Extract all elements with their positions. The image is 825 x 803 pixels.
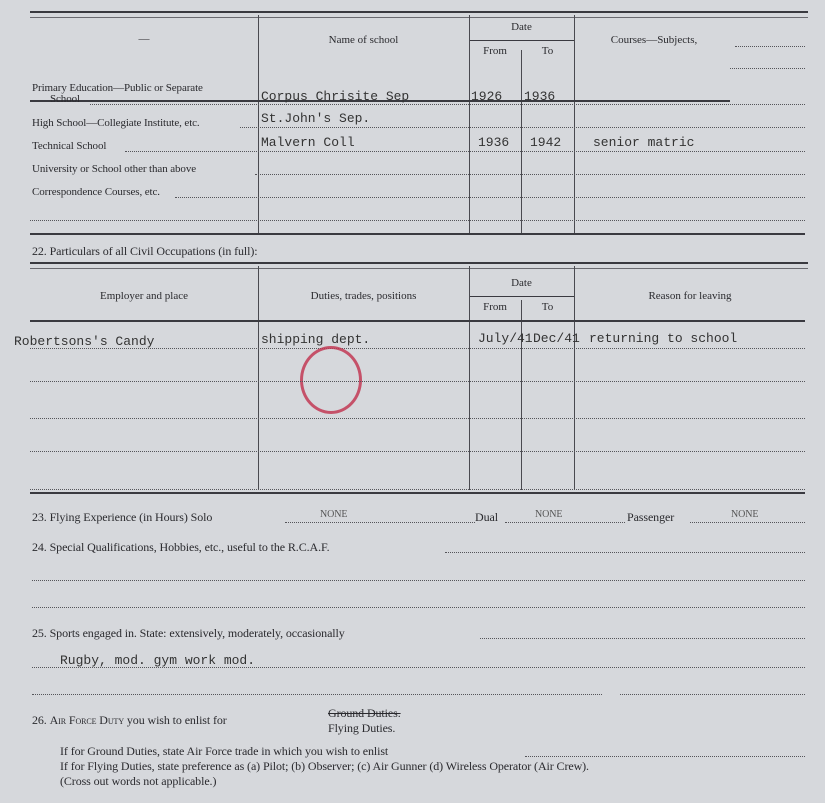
dotted-line [30, 451, 805, 452]
date-to: 1942 [530, 135, 562, 150]
dual-value: NONE [535, 509, 563, 520]
dotted-line [32, 607, 805, 608]
header-rule [30, 320, 805, 322]
dotted-line [285, 522, 475, 523]
passenger-value: NONE [731, 509, 759, 520]
col-divider [521, 50, 522, 233]
dotted-line [90, 104, 805, 105]
school-name: Corpus Chrisite Sep [261, 89, 410, 104]
dotted-line [255, 174, 805, 175]
school-name: St.John's Sep. [261, 111, 371, 126]
dotted-line [30, 220, 805, 221]
flying-duties-option: Flying Duties. [328, 721, 396, 735]
header-employer: Employer and place [100, 290, 188, 302]
dotted-line [735, 46, 805, 47]
occupations-rule [30, 262, 808, 269]
date-to: Dec/41 [533, 331, 580, 346]
reason: returning to school [589, 331, 738, 346]
dotted-line [30, 489, 805, 490]
header-school: Name of school [328, 34, 399, 46]
ground-duties-instruction: If for Ground Duties, state Air Force trade in which you wish to enlist [60, 744, 389, 758]
duty-label [32, 713, 227, 728]
dotted-line [240, 127, 805, 128]
col-divider [521, 300, 522, 490]
dotted-line [620, 694, 805, 695]
date-to: 1936 [524, 89, 556, 104]
sports-value: Rugby, mod. gym work mod. [60, 653, 256, 668]
duty-number: 26. [32, 713, 50, 727]
school-name: Malvern Coll [261, 135, 355, 150]
dotted-line [505, 522, 625, 523]
sports-label: 25. Sports engaged in. State: extensively, moderately, occasionally [32, 626, 345, 640]
col-divider [469, 266, 470, 490]
dotted-line [30, 381, 805, 382]
row-label: Technical School [32, 140, 107, 152]
dual-label: Dual [475, 510, 498, 524]
qualifications-label: 24. Special Qualifications, Hobbies, etc., useful to the R.C.A.F. [32, 540, 330, 554]
row-label: High School—Collegiate Institute, etc. [32, 117, 200, 129]
col-divider [574, 15, 575, 233]
cross-out-note: (Cross out words not applicable.) [60, 774, 217, 788]
dotted-line [125, 151, 805, 152]
header-from: From [483, 301, 507, 313]
duty-title: Air Force Duty [49, 713, 124, 727]
row-label: School [50, 93, 80, 105]
duties: shipping dept. [261, 332, 371, 347]
section-rule [30, 233, 805, 235]
header-to: To [541, 301, 554, 313]
row-label: Correspondence Courses, etc. [32, 186, 160, 198]
passenger-label: Passenger [627, 510, 675, 524]
date-from: July/41 [478, 331, 533, 346]
duty-suffix: you wish to enlist for [124, 713, 227, 727]
row-label: University or School other than above [32, 163, 197, 175]
dotted-line [445, 552, 805, 553]
dotted-line [30, 418, 805, 419]
dotted-line [730, 68, 805, 69]
section-rule [30, 492, 805, 494]
dotted-line [32, 667, 805, 668]
flying-duties-instruction: If for Flying Duties, state preference as (a) Pilot; (b) Observer; (c) Air Gunner (d) Wireless Operator (Air Crew). [60, 759, 589, 773]
employer: Robertsons's Candy [14, 334, 155, 349]
date-from: 1926 [471, 89, 503, 104]
occupations-title: 22. Particulars of all Civil Occupations (in full): [32, 244, 258, 258]
header-to: To [541, 45, 554, 57]
courses: senior matric [593, 135, 695, 150]
date-rule [470, 296, 574, 297]
red-stamp [300, 346, 362, 414]
header-from: From [483, 45, 507, 57]
dotted-line [175, 197, 805, 198]
header-date: Date [511, 277, 532, 289]
dotted-line [32, 580, 805, 581]
ground-duties-option: Ground Duties. [328, 706, 401, 720]
col-divider [258, 15, 259, 233]
solo-value: NONE [320, 509, 348, 520]
row-label: Primary Education—Public or Separate [32, 82, 203, 94]
header-date: Date [511, 21, 532, 33]
flying-label: 23. Flying Experience (in Hours) Solo [32, 510, 213, 524]
dotted-line [30, 348, 805, 349]
header-duties: Duties, trades, positions [310, 290, 417, 302]
dotted-line [690, 522, 805, 523]
top-rule [30, 11, 808, 18]
header-reason: Reason for leaving [648, 290, 732, 302]
dotted-line [525, 756, 805, 757]
dotted-line [480, 638, 805, 639]
date-from: 1936 [478, 135, 510, 150]
header-courses: Courses—Subjects, [610, 34, 698, 46]
header-dash: — [138, 33, 150, 45]
date-rule [470, 40, 574, 41]
dotted-line [32, 694, 602, 695]
